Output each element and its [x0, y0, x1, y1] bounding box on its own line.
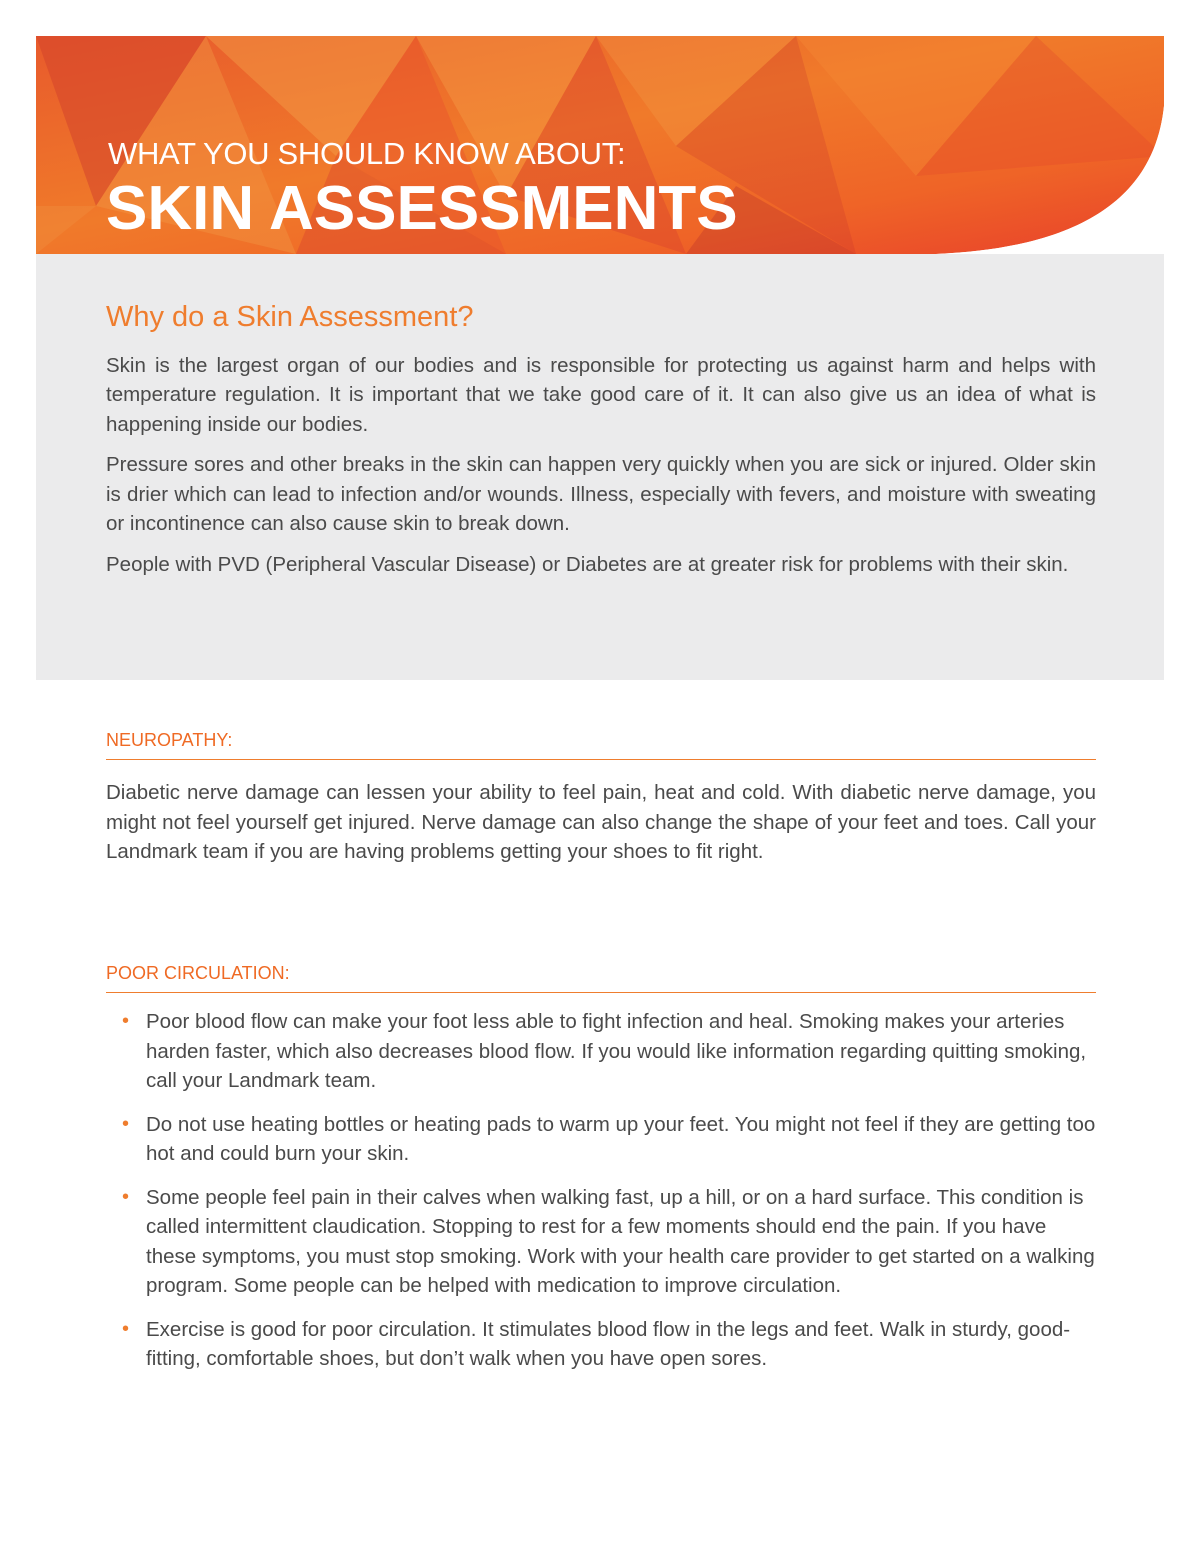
intro-content — [106, 300, 1096, 590]
list-item — [122, 1110, 1096, 1169]
bullet-icon: • — [122, 1317, 130, 1340]
circulation-list — [106, 1007, 1096, 1374]
bullet-icon: • — [122, 1112, 130, 1135]
neuropathy-section — [106, 730, 1096, 878]
list-item — [122, 1007, 1096, 1096]
neuropathy-heading: NEUROPATHY: — [106, 730, 1096, 760]
list-item — [122, 1315, 1096, 1374]
bullet-icon: • — [122, 1010, 130, 1032]
list-item-text: Poor blood flow can make your foot less able to fight infection and heal. Smoking makes your arteries harden faster, which also decreases blood flow. If you would like information regarding quitting smoking, call your Landmark team. — [146, 1010, 1087, 1092]
list-item — [122, 1183, 1096, 1301]
neuropathy-body: Diabetic nerve damage can lessen your ability to feel pain, heat and cold. With diabetic nerve damage, you might not feel yourself get injured. Nerve damage can also change the shape of your feet and toes. Call your Landmark team if you are having problems getting your shoes to fit right. — [106, 781, 1096, 863]
circulation-section — [106, 963, 1096, 1388]
banner-kicker: WHAT YOU SHOULD KNOW ABOUT: — [108, 136, 626, 171]
list-item-text: Some people feel pain in their calves when walking fast, up a hill, or on a hard surface. This condition is called intermittent claudication. Stopping to rest for a few moments should end the pain. If you have these symptoms, you must stop smoking. Work with your health care provider to get started on a walking program. Some people can be helped with medication to improve circulation. — [146, 1185, 1095, 1297]
header-banner — [36, 36, 1164, 254]
intro-paragraph: Pressure sores and other breaks in the skin can happen very quickly when you are sick or injured. Older skin is drier which can lead to infection and/or wounds. Illness, especially with fevers, and moisture with sweating or incontinence can also cause skin to break down. — [106, 453, 1096, 536]
list-item-text: Do not use heating bottles or heating pads to warm up your feet. You might not feel if they are getting too hot and could burn your skin. — [146, 1112, 1096, 1165]
intro-heading: Why do a Skin Assessment? — [106, 301, 474, 333]
circulation-heading: POOR CIRCULATION: — [106, 963, 1096, 993]
intro-section — [36, 254, 1164, 680]
intro-paragraph: Skin is the largest organ of our bodies and is responsible for protecting us against harm and helps with temperature regulation. It is important that we take good care of it. It can also give us an idea of what is happening inside our bodies. — [106, 353, 1096, 436]
intro-paragraph: People with PVD (Peripheral Vascular Disease) or Diabetes are at greater risk for problems with their skin. — [106, 552, 1069, 576]
list-item-text: Exercise is good for poor circulation. It stimulates blood flow in the legs and feet. Walk in sturdy, good-fitting, comfortable shoes, but don’t walk when you have open sores. — [146, 1317, 1071, 1370]
bullet-icon: • — [122, 1185, 130, 1208]
page-title: SKIN ASSESSMENTS — [106, 174, 738, 243]
